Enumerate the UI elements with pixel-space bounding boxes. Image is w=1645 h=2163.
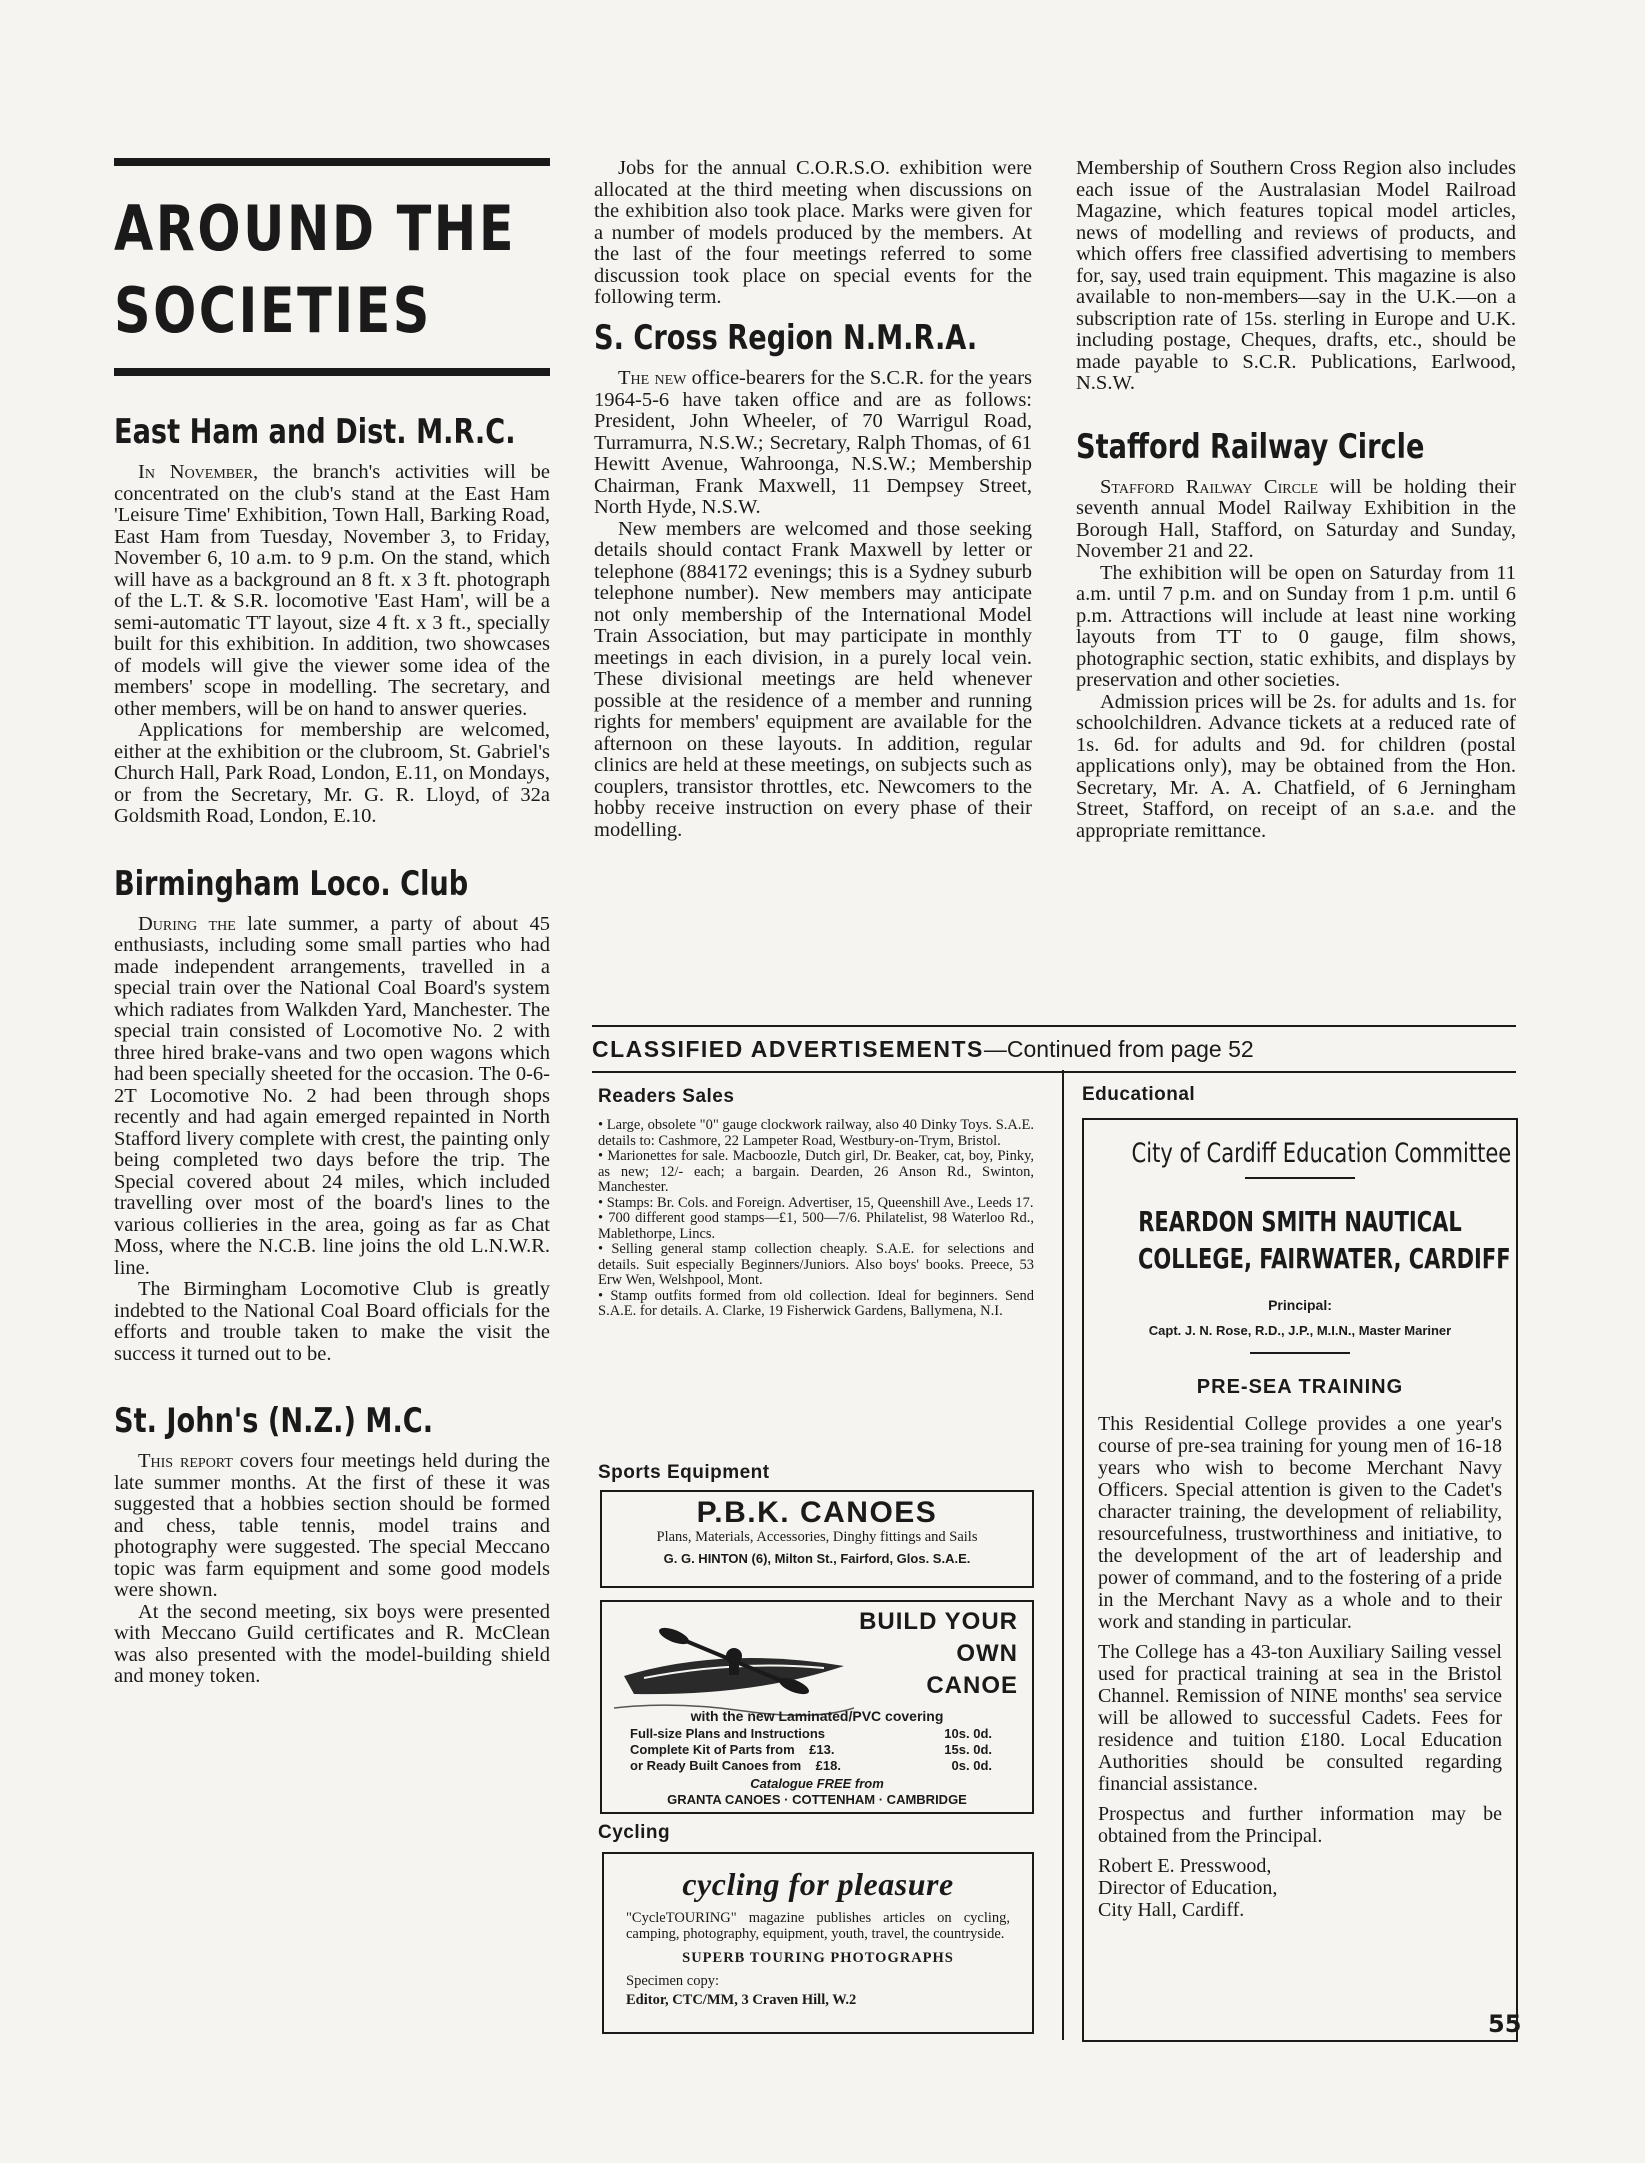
article-paragraph: The exhibition will be open on Saturday from 11 a.m. until 7 p.m. and on Sunday from 1 p.m. until 6 p.m. Attractions will include at least nine working layouts from TT to 0 gauge, film shows, photographic section, static exhibits, and displays by preservation and other societies. xyxy=(1076,561,1516,691)
article-heading: Birmingham Loco. Club xyxy=(114,863,469,904)
column-middle-lower xyxy=(594,318,1032,841)
paragraph-text: office-bearers for the S.C.R. for the years 1964-5-6 have taken office and are as follows: President, John Wheeler, of 70 Warrigul Road, Turramurra, N.S.W.; Secretary, Ralph Thomas, of 61 Hewitt Avenue, Wahroonga, N.S.W.; Membership Chairman, Frank Maxwell, 11 Dempsey Street, North Hyde, N.S.W. xyxy=(594,367,1032,518)
title-rule-top xyxy=(114,158,550,166)
pbk-canoes-ad xyxy=(600,1490,1034,1588)
classified-header xyxy=(592,1025,1516,1073)
lead-in: During the xyxy=(138,912,236,935)
article-paragraph-continued: Membership of Southern Cross Region also includes each issue of the Australasian Model Railroad Magazine, which features topical model articles, news of modelling and reviews of products, and which offers free classified advertising to members for, say, used train equipment. This magazine is also available to non-members—say in the U.K.—on a subscription rate of 15s. sterling in Europe and U.K. including postage, Cheques, drafts, etc., should be made payable to S.C.R. Publications, Earlwood, N.S.W. xyxy=(1076,157,1516,394)
classified-title: CLASSIFIED ADVERTISEMENTS xyxy=(592,1035,984,1062)
pbk-title: P.B.K. CANOES xyxy=(696,1496,938,1529)
canoe-price-row xyxy=(630,1726,992,1742)
ad-item: • 700 different good stamps—£1, 500—7/6. Philatelist, 98 Waterloo Rd., Mablethorpe, Lincs. xyxy=(598,1210,1034,1242)
cycling-photos: SUPERB TOURING PHOTOGRAPHS xyxy=(682,1950,954,1966)
section-heading: Readers Sales xyxy=(598,1086,735,1107)
principal-rule xyxy=(1250,1352,1350,1354)
training-heading: PRE-SEA TRAINING xyxy=(1196,1375,1404,1398)
educational-paragraph: The College has a 43-ton Auxiliary Sailing vessel used for practical training at sea in the Bristol Channel. Remission of NINE months' sea service will be allowed to successful Cadets. Fees for residence and tuition £180. Local Education Authorities should be consulted regarding financial assistance. xyxy=(1098,1640,1502,1795)
article-paragraph: Applications for membership are welcomed, either at the exhibition or the clubroom, St. Gabriel's Church Hall, Park Road, London, E.11, on Mondays, or from the Secretary, Mr. G. R. Lloyd, of 32a Goldsmith Road, London, E.10. xyxy=(114,719,550,827)
column-right xyxy=(1076,158,1516,842)
ad-item: • Stamp outfits formed from old collection. Ideal for beginners. Send S.A.E. for details. A. Clarke, 19 Fisherwick Gardens, Ballymena, N.I. xyxy=(598,1287,1034,1319)
article-paragraph: The Birmingham Locomotive Club is greatly indebted to the National Coal Board officials for the efforts and trouble taken to make the visit the success it turned out to be. xyxy=(114,1278,550,1365)
article-paragraph xyxy=(114,462,550,720)
article-paragraph xyxy=(594,368,1032,519)
classified-continued: —Continued from page 52 xyxy=(983,1035,1254,1062)
canoe-subline: with the new Laminated/PVC covering xyxy=(690,1708,944,1724)
pbk-line-2: G. G. HINTON (6), Milton St., Fairford, Glos. S.A.E. xyxy=(663,1551,971,1566)
column-divider xyxy=(1062,1070,1064,2040)
article-heading: East Ham and Dist. M.R.C. xyxy=(114,412,516,452)
cycling-heading xyxy=(598,1822,1034,1844)
paragraph-text: covers four meetings held during the late summer months. At the first of these it was suggested that a hobbies section should be formed and chess, table tennis, model trains and photography were suggested. The special Meccano topic was farm equipment and some good models were shown. xyxy=(114,1450,550,1601)
canoe-headline-2: OWN xyxy=(956,1640,1018,1667)
article-paragraph: New members are welcomed and those seeking details should contact Frank Maxwell by letter or telephone (884172 evenings; this is a Sydney suburb telephone number). New members may anticipate not only membership of the International Model Train Association, but may participate in monthly meetings in each division, in a purely local vein. These divisional meetings are held whenever possible at the residence of a member and running rights for members' equipment are available for the afternoon on these layouts. In addition, regular clinics are held at these meetings, on subjects such as couplers, transistor throttles, etc. Newcomers to the hobby receive instruction on every phase of their modelling. xyxy=(594,517,1032,841)
price-value: 15s. 0d. xyxy=(944,1742,992,1757)
ad-item: • Selling general stamp collection cheaply. S.A.E. for selections and details. Suit especially Beginners/Juniors. Also boys' books. Preece, 53 Erw Wen, Welshpool, Mont. xyxy=(598,1241,1034,1288)
article-stafford xyxy=(1076,427,1516,843)
educational-body xyxy=(1084,1399,1516,1921)
price-label: Complete Kit of Parts from £13. xyxy=(630,1742,835,1757)
ad-item: • Marionettes for sale. Macboozle, Dutch girl, Dr. Beaker, cat, boy, Pinky, as new; 12/- each; a bargain. Dearden, 26 Anson Rd., Swinton, Manchester. xyxy=(598,1148,1034,1195)
article-birmingham xyxy=(114,864,550,1366)
article-paragraph xyxy=(114,1451,550,1602)
paragraph-text: will be holding their seventh annual Model Railway Exhibition in the Borough Hall, Stafford, on Saturday and Sunday, November 21 and 22. xyxy=(1076,475,1516,562)
article-heading: S. Cross Region N.M.R.A. xyxy=(594,318,978,358)
price-value: 10s. 0d. xyxy=(944,1726,992,1741)
committee-rule xyxy=(1245,1177,1355,1179)
lead-in: This report xyxy=(138,1450,233,1472)
canoe-price-row xyxy=(630,1742,992,1758)
canoe-headline-3: CANOE xyxy=(926,1672,1018,1699)
lead-in: The new xyxy=(618,367,687,389)
educational-paragraph: This Residential College provides a one year's course of pre-sea training for young men of 16-18 years who wish to become Merchant Navy Officers. Special attention is given to the Cadet's character training, the development of reliability, resourcefulness, trustworthiness and initiative, to the development of the art of leadership and power of command, and to the fostering of a pride in the Merchant Navy as a whole and to their work and standing in particular. xyxy=(1098,1412,1502,1633)
article-paragraph xyxy=(114,914,550,1280)
article-paragraph: At the second meeting, six boys were presented with Meccano Guild certificates and R. McClean was also presented with the model-building shield and money token. xyxy=(114,1600,550,1687)
paragraph-text: late summer, a party of about 45 enthusiasts, including some small parties who had made independent arrangements, travelled in a special train over the National Coal Board's system which radiates from Walkden Yard, Manchester. The special train consisted of Locomotive No. 2 with three hired brake-vans and two open wagons which had been specially sheeted for the occasion. The 0-6-2T Locomotive No. 2 had been through shops recently and had again emerged repainted in North Stafford livery complete with crest, the painting only being completed two days before the trip. The Special covered about 24 miles, which included travelling over most of the board's lines to the various collieries in the area, going as far as Chat Moss, where the N.C.B. line joins the old L.N.W.R. line. xyxy=(114,912,550,1279)
cycling-address: Editor, CTC/MM, 3 Craven Hill, W.2 xyxy=(626,1992,857,2008)
lead-in: Stafford Railway Circle xyxy=(1100,475,1319,498)
paragraph-text: the branch's activities will be concentrated on the club's stand at the East Ham 'Leisure Time' Exhibition, Town Hall, Barking Road, East Ham from Tuesday, November 3, to Friday, November 6, 10 a.m. to 9 p.m. On the stand, which will have as a background an 8 ft. x 3 ft. photograph of the L.T. & S.R. locomotive 'East Ham', will be a semi-automatic TT layout, size 4 ft. x 3 ft., specially built for this exhibition. In addition, two showcases of models will give the viewer some idea of the members' scope in modelling. The secretary, and other members, will be on hand to answer queries. xyxy=(114,461,550,720)
column-middle xyxy=(594,158,1032,309)
price-value: 0s. 0d. xyxy=(951,1758,992,1773)
article-heading: Stafford Railway Circle xyxy=(1076,426,1425,467)
sports-equipment-heading xyxy=(598,1462,1034,1484)
cycling-body: "CycleTOURING" magazine publishes articles on cycling, camping, photography, equipment, youth, travel, the countryside. xyxy=(626,1910,1010,1942)
signature-3: City Hall, Cardiff. xyxy=(1098,1898,1245,1921)
lead-in: In November, xyxy=(138,461,259,483)
article-paragraph-continued: Jobs for the annual C.O.R.S.O. exhibition were allocated at the third meeting when discussions on the exhibition also took place. Marks were given for a number of models produced by the members. At the last of the four meetings referred to some discussion took place on special events for the following term. xyxy=(594,157,1032,308)
canoe-price-row xyxy=(630,1758,992,1774)
title-rule-bottom xyxy=(114,368,550,376)
canoe-headline-1: BUILD YOUR xyxy=(859,1608,1018,1635)
educational-ad xyxy=(1082,1118,1518,2042)
readers-sales xyxy=(598,1086,1034,1320)
committee-name: City of Cardiff Education Committee xyxy=(1131,1138,1512,1169)
price-label: Full-size Plans and Instructions xyxy=(630,1726,826,1741)
section-heading: Educational xyxy=(1082,1084,1196,1105)
canoe-ad xyxy=(600,1600,1034,1814)
article-paragraph xyxy=(1076,477,1516,563)
price-label: or Ready Built Canoes from £18. xyxy=(630,1758,841,1773)
page-title xyxy=(114,188,517,352)
page-title-line-2: SOCIETIES xyxy=(114,274,432,347)
section-heading: Sports Equipment xyxy=(598,1462,770,1483)
principal-label: Principal: xyxy=(1268,1297,1332,1313)
canoe-catalogue: Catalogue FREE from xyxy=(750,1776,884,1791)
section-heading: Cycling xyxy=(598,1822,671,1843)
educational-heading xyxy=(1082,1084,1512,1106)
page-number: 55 xyxy=(1488,2010,1522,2038)
article-st-johns xyxy=(114,1401,550,1688)
article-heading: St. John's (N.Z.) M.C. xyxy=(114,1401,434,1441)
college-name-1: REARDON SMITH NAUTICAL xyxy=(1138,1205,1462,1238)
ad-item: • Stamps: Br. Cols. and Foreign. Advertiser, 15, Queenshill Ave., Leeds 17. xyxy=(598,1194,1034,1211)
signature-1: Robert E. Presswood, xyxy=(1098,1854,1272,1877)
cycling-ad xyxy=(602,1852,1034,2034)
page-title-line-1: AROUND THE xyxy=(114,192,517,265)
cycling-title: cycling for pleasure xyxy=(682,1866,954,1902)
canoe-address: GRANTA CANOES · COTTENHAM · CAMBRIDGE xyxy=(667,1792,967,1807)
column-left xyxy=(114,158,550,1688)
canoe-price-list xyxy=(630,1726,992,1774)
college-name-2: COLLEGE, FAIRWATER, CARDIFF xyxy=(1138,1242,1511,1275)
principal-name: Capt. J. N. Rose, R.D., J.P., M.I.N., Master Mariner xyxy=(1148,1323,1452,1338)
cycling-specimen: Specimen copy: xyxy=(626,1973,720,1989)
signature-2: Director of Education, xyxy=(1098,1876,1278,1899)
ad-item: • Large, obsolete "0" gauge clockwork railway, also 40 Dinky Toys. S.A.E. details to: Cashmore, 22 Lampeter Road, Westbury-on-Trym, Bristol. xyxy=(598,1117,1034,1149)
educational-paragraph: Prospectus and further information may be obtained from the Principal. xyxy=(1098,1802,1502,1847)
pbk-line-1: Plans, Materials, Accessories, Dinghy fittings and Sails xyxy=(656,1529,978,1545)
article-east-ham xyxy=(114,412,550,828)
article-paragraph: Admission prices will be 2s. for adults and 1s. for schoolchildren. Advance tickets at a reduced rate of 1s. 6d. for adults and 9d. for children (postal applications only), may be obtained from the Hon. Secretary, Mr. A. A. Chatfield, of 6 Jerningham Street, Stafford, on receipt of an s.a.e. and the appropriate remittance. xyxy=(1076,690,1516,842)
